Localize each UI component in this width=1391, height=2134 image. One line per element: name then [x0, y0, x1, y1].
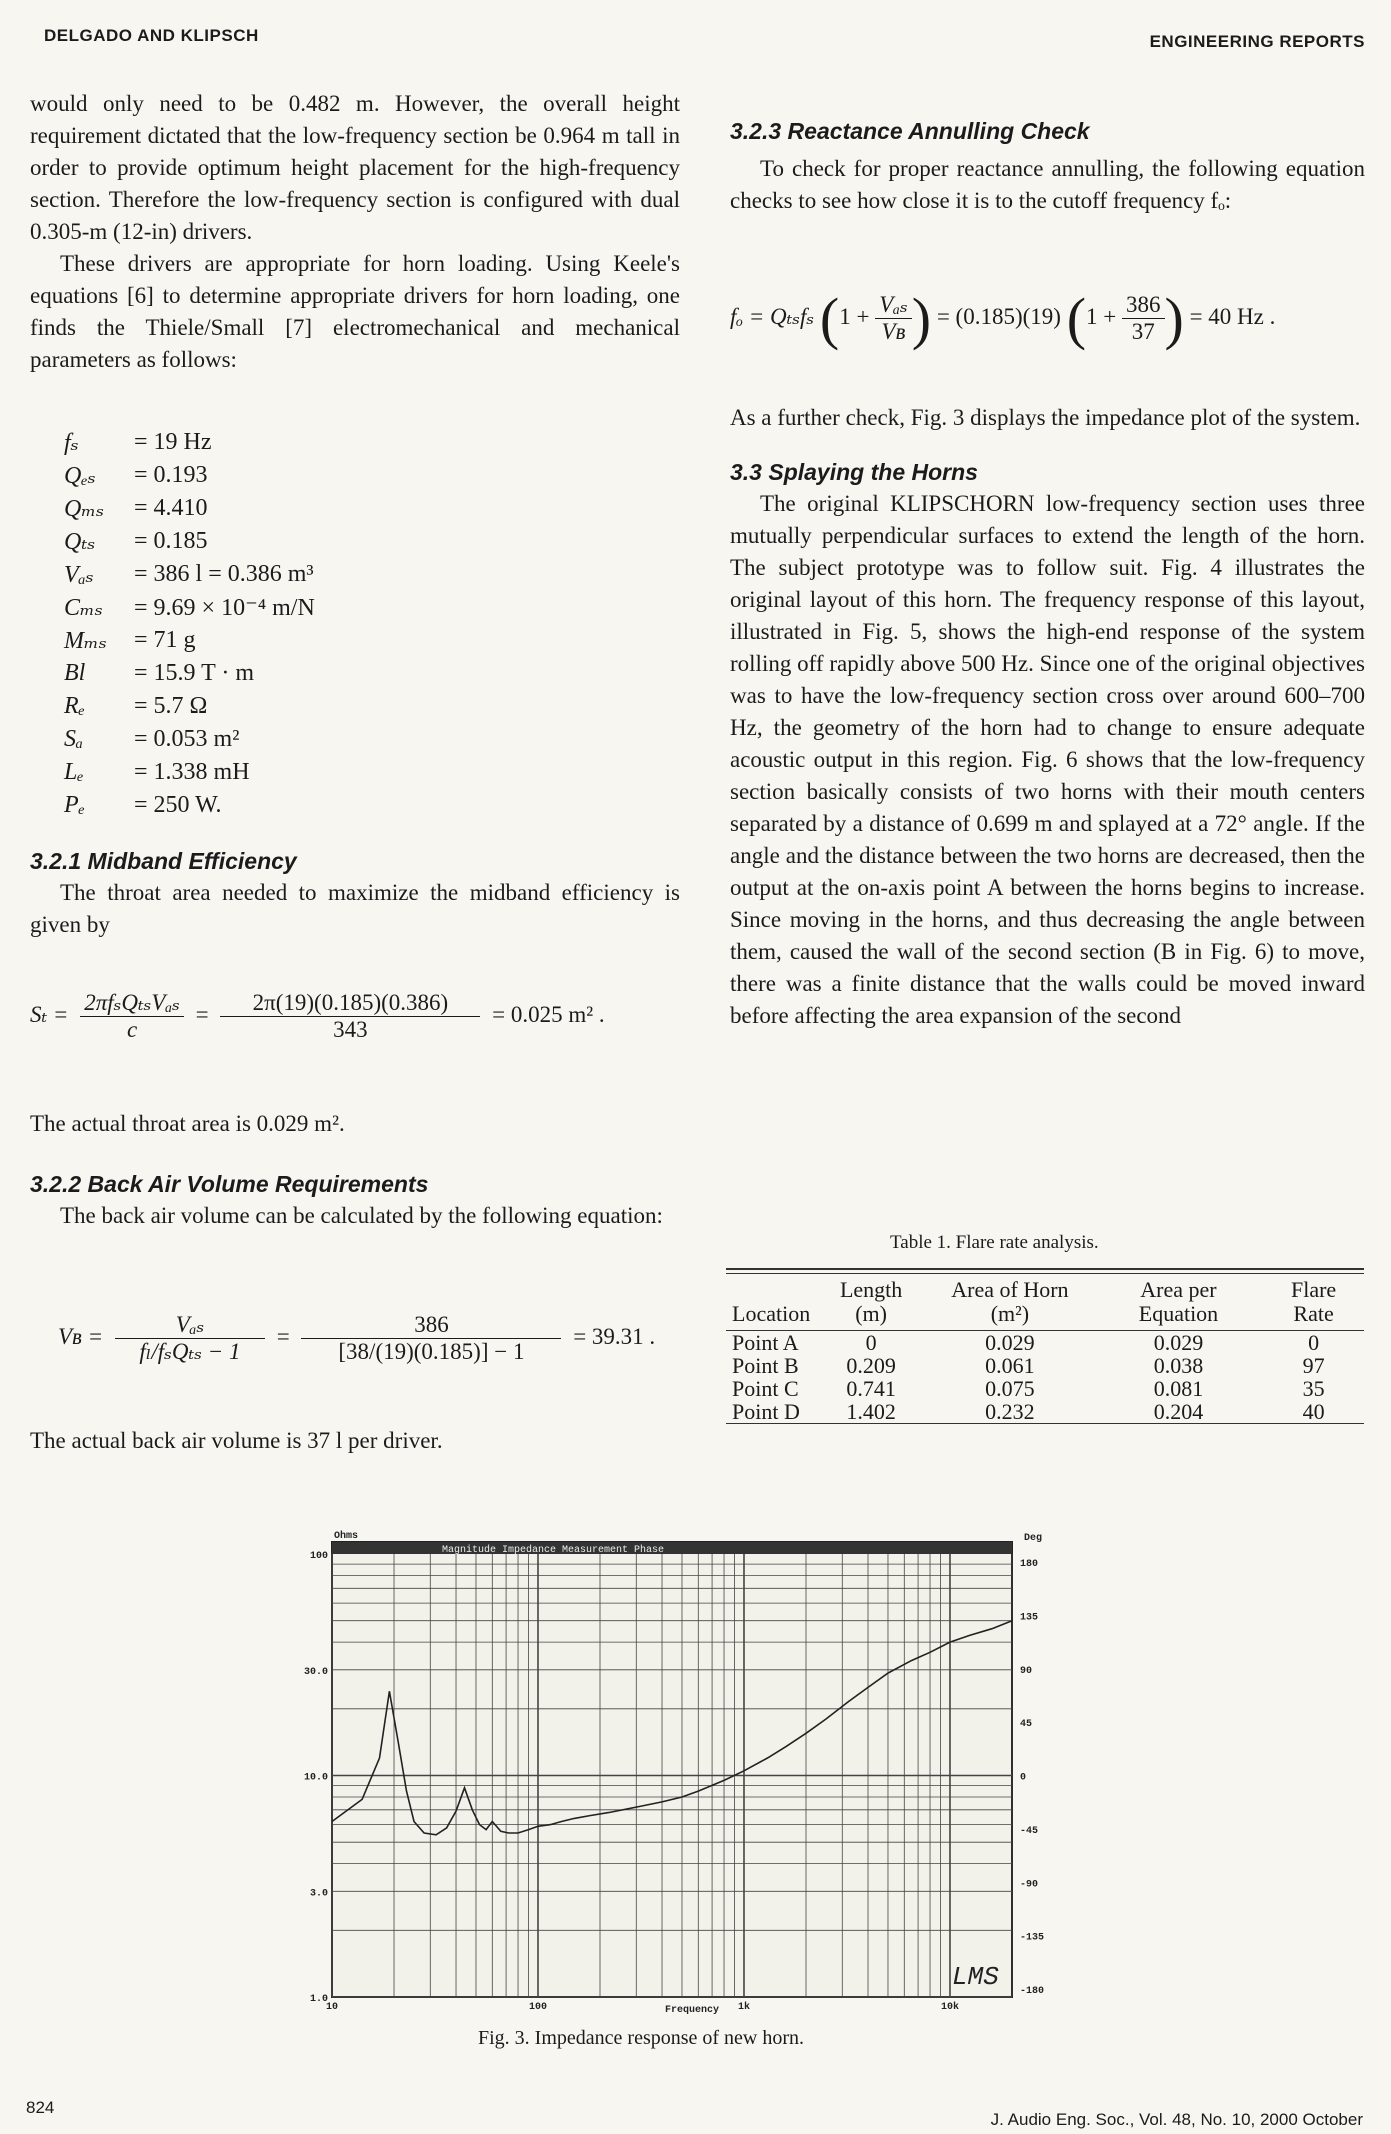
plot-frame [332, 1542, 1012, 1997]
left-column [30, 88, 680, 376]
equation-cutoff: fₒ = Qₜₛfₛ (1 + $\frac{\text{Vₐₛ}}{\text{Vʙ}}$ ) = (0.185)(19) (1 + $\frac{386}{37}$ ) = 40 Hz . [730, 286, 1276, 351]
parameter-row [64, 426, 315, 459]
table-cell: 0 [865, 1330, 877, 1355]
parameter-symbol: Bl [64, 660, 86, 686]
eq-numerator: 2π(19)(0.185)(0.386) [220, 990, 480, 1017]
x-tick-label: 10k [940, 2002, 959, 2013]
running-header-left: DELGADO AND KLIPSCH [44, 26, 259, 45]
y-tick-label: 3.0 [309, 1888, 328, 1900]
y-tick-label: 10.0 [303, 1772, 328, 1784]
table-cell: 97 [1302, 1353, 1325, 1378]
x-tick-label: 10 [325, 2002, 339, 2013]
paragraph: The throat area needed to maximize the midband efficiency is given by [30, 880, 680, 937]
table-cell: 0.741 [846, 1376, 896, 1401]
eq-lhs: Vʙ = [58, 1323, 104, 1349]
paragraph: These drivers are appropriate for horn loading. Using Keele's equations [6] to determine appropriate drivers for horn loading, one finds the Thiele/Small [7] electromechanical and mechanical parameters as follows: [30, 251, 680, 372]
parameter-symbol: Pₑ [64, 792, 85, 818]
eq-numerator: Vₐₛ [115, 1312, 265, 1339]
table-cell: 0.232 [985, 1399, 1035, 1424]
y-unit-label: Ohms [334, 1531, 359, 1542]
table-header-cell: Area of Horn (m²) [951, 1277, 1069, 1326]
impedance-chart [292, 1522, 1092, 2022]
parameter-row [64, 459, 315, 492]
table-cell: 1.402 [846, 1399, 896, 1424]
y2-unit-label: Deg [1024, 1533, 1043, 1544]
figure-caption: Fig. 3. Impedance response of new horn. [478, 2027, 805, 2049]
parameter-row [64, 723, 315, 756]
y2-tick-label: -135 [1020, 1932, 1045, 1944]
parameter-value: = 0.053 m² [134, 726, 240, 752]
left-column-end [30, 1425, 680, 1457]
paragraph: The actual back air volume is 37 l per driver. [30, 1428, 443, 1453]
page-number: 824 [26, 2098, 55, 2117]
table-cell: 0.029 [985, 1330, 1035, 1355]
parameter-row [64, 624, 315, 657]
parameter-symbol: Lₑ [64, 759, 84, 785]
table-row [726, 1354, 1364, 1377]
eq-result: = 39.31 . [573, 1323, 656, 1349]
table-cell: 0.209 [846, 1353, 896, 1378]
eq-numerator: 2πfₛQₜₛVₐₛ [80, 990, 184, 1017]
table-cell: 0.081 [1153, 1376, 1204, 1401]
table-cell: Point C [732, 1376, 799, 1401]
parameter-value: = 5.7 Ω [134, 693, 208, 719]
eq-result: = 40 Hz . [1189, 303, 1276, 329]
y2-tick-label: 135 [1020, 1612, 1039, 1624]
eq-denominator: fₗ/fₛQₜₛ − 1 [139, 1339, 241, 1364]
section-heading-3-3: 3.3 Splaying the Horns [730, 459, 978, 485]
parameter-list [64, 426, 315, 822]
table-cell: 0.038 [1153, 1353, 1204, 1378]
figure-impedance [292, 1522, 1092, 2022]
table-header-cell: Area per Equation [1138, 1277, 1219, 1326]
parameter-value: = 386 l = 0.386 m³ [134, 561, 314, 587]
parameter-row [64, 789, 315, 822]
eq-numerator: Vₐₛ [875, 292, 912, 319]
parameter-row [64, 756, 315, 789]
y2-tick-label: 180 [1020, 1559, 1039, 1570]
parameter-value: = 15.9 T · m [134, 660, 254, 686]
parameter-symbol: Qₑₛ [64, 463, 96, 489]
parameter-value: = 1.338 mH [134, 759, 250, 785]
table-cell: Point B [732, 1353, 799, 1378]
paragraph: To check for proper reactance annulling, the following equation checks to see how close it is to the cutoff frequency fₒ: [730, 156, 1365, 213]
section-heading-3-2-3: 3.2.3 Reactance Annulling Check [730, 118, 1090, 144]
y2-tick-label: -90 [1020, 1879, 1039, 1891]
table-cell: Point A [732, 1330, 799, 1355]
section-heading-3-2-2: 3.2.2 Back Air Volume Requirements [30, 1171, 429, 1197]
table-cell: 40 [1302, 1399, 1325, 1424]
parameter-value: = 19 Hz [134, 429, 212, 455]
section-heading-3-2-1: 3.2.1 Midband Efficiency [30, 848, 297, 874]
equation-back-volume: Vʙ = $\frac{\text{Vₐₛ}}{\text{fₗ/fₛQₜₛ − 1}}$ = $\frac{386}{[38/(19)(0.185)] - 1}$ = 39.31 . [58, 1312, 656, 1364]
table-row [726, 1377, 1364, 1400]
eq-denominator: Vʙ [881, 319, 906, 344]
y-tick-label: 100 [309, 1551, 328, 1562]
table-cell: 0.029 [1153, 1330, 1204, 1355]
eq-denominator: [38/(19)(0.185)] − 1 [338, 1339, 525, 1364]
eq-middle: = (0.185)(19) [936, 303, 1061, 329]
paragraph: The back air volume can be calculated by the following equation: [60, 1203, 663, 1228]
paragraph: The original KLIPSCHORN low-frequency section uses three mutually perpendicular surfaces to extend the length of the horn. The subject prototype was to follow suit. Fig. 4 illustrates the original layout of this horn. The frequency response of this layout, illustrated in Fig. 5, shows the high-end response of the system rolling off rapidly above 500 Hz. Since one of the original objectives was to have the low-frequency section cross over around 600–700 Hz, the geometry of the horn had to change to ensure adequate acoustic output in this region. Fig. 6 shows that the low-frequency section basically consists of two horns with their mouth centers separated by a distance of 0.699 m and splayed at a 72° angle. If the angle and the distance between the two horns are decreased, then the output at the on-axis point A between the horns begins to increase. Since moving in the horns, and thus decreasing the angle between them, caused the wall of the second section (B in Fig. 6) to move, there was a finite distance that the walls could be moved inward before affecting the area expansion of the second [730, 491, 1365, 1028]
y2-tick-label: -180 [1020, 1986, 1045, 1997]
table-cell: 0.061 [985, 1353, 1035, 1378]
table-caption: Table 1. Flare rate analysis. [890, 1232, 1099, 1253]
parameter-value: = 0.185 [134, 528, 208, 554]
parameter-symbol: Rₑ [64, 693, 85, 719]
parameter-symbol: Qₘₛ [64, 496, 105, 522]
table-header-cell: Length (m) [839, 1277, 903, 1326]
left-column-lower [30, 845, 680, 941]
parameter-value: = 9.69 × 10⁻⁴ m/N [134, 595, 315, 621]
parameter-value: = 0.193 [134, 462, 208, 488]
y-tick-label: 30.0 [303, 1666, 328, 1678]
table-row [726, 1331, 1364, 1355]
parameter-symbol: Vₐₛ [64, 562, 94, 588]
title-bar-text: Magnitude Impedance Measurement Phase [442, 1545, 665, 1556]
eq-lhs: fₒ = Qₜₛfₛ [730, 303, 815, 329]
running-header-right: ENGINEERING REPORTS [1149, 32, 1365, 51]
y2-tick-label: 90 [1020, 1665, 1033, 1677]
parameter-row [64, 690, 315, 723]
x-tick-label: 100 [528, 2002, 548, 2013]
table-row [726, 1400, 1364, 1423]
table-header-cell: Flare Rate [1290, 1277, 1337, 1326]
paragraph: As a further check, Fig. 3 displays the impedance plot of the system. [730, 405, 1361, 430]
eq-numerator: 386 [1122, 292, 1165, 319]
flare-table [726, 1268, 1364, 1424]
parameter-row [64, 525, 315, 558]
eq-lhs: Sₜ = [30, 1001, 69, 1027]
paragraph: The actual throat area is 0.029 m². [30, 1111, 345, 1136]
table-header-row [726, 1274, 1364, 1331]
table-cell: 0.204 [1153, 1399, 1204, 1424]
parameter-value: = 4.410 [134, 495, 208, 521]
y2-tick-label: 45 [1020, 1719, 1033, 1731]
y2-tick-label: 0 [1020, 1772, 1027, 1784]
parameter-row [64, 657, 315, 690]
table-cell: 0.075 [985, 1376, 1035, 1401]
y2-tick-label: -45 [1020, 1825, 1039, 1837]
right-column [730, 115, 1365, 217]
signature-logo: LMS [952, 1962, 999, 1992]
paragraph: would only need to be 0.482 m. However, the overall height requirement dictated that the low-frequency section be 0.964 m tall in order to provide optimum height placement for the high-frequency section. Therefore the low-frequency section is configured with dual 0.305-m (12-in) drivers. [30, 91, 680, 244]
parameter-row [64, 558, 315, 591]
parameter-row [64, 591, 315, 624]
parameter-symbol: Qₜₛ [64, 529, 96, 555]
parameter-symbol: Mₘₛ [64, 628, 107, 654]
table-header-cell: Location [732, 1301, 811, 1326]
eq-numerator: 386 [301, 1312, 561, 1339]
title-bar [332, 1542, 1012, 1554]
parameter-value: = 250 W. [134, 792, 222, 818]
left-column-lower2 [30, 1108, 680, 1232]
equation-throat-area: Sₜ = $\frac{\text{2πfₛQₜₛVₐₛ}}{c}$ = $\frac{2\pi(19)(0.185)(0.386)}{343}$ = 0.025 m² . [30, 990, 605, 1042]
parameter-value: = 71 g [134, 627, 196, 653]
right-column-lower [730, 402, 1365, 1032]
parameter-symbol: fₛ [64, 430, 79, 456]
table-cell: 35 [1302, 1376, 1325, 1401]
parameter-symbol: Sₐ [64, 726, 84, 752]
parameter-row [64, 492, 315, 525]
y-tick-label: 1.0 [309, 1994, 328, 2005]
journal-citation: J. Audio Eng. Soc., Vol. 48, No. 10, 2000 October [990, 2110, 1363, 2129]
eq-result: = 0.025 m² . [492, 1001, 605, 1027]
eq-denominator: 343 [333, 1017, 368, 1042]
eq-denominator: 37 [1131, 319, 1155, 344]
table-cell: Point D [732, 1399, 800, 1424]
table-cell: 0 [1308, 1330, 1320, 1355]
parameter-symbol: Cₘₛ [64, 595, 103, 621]
eq-denominator: c [126, 1017, 138, 1042]
x-tick-label: 1k [737, 2002, 751, 2013]
x-axis-label: Frequency [664, 2005, 720, 2016]
